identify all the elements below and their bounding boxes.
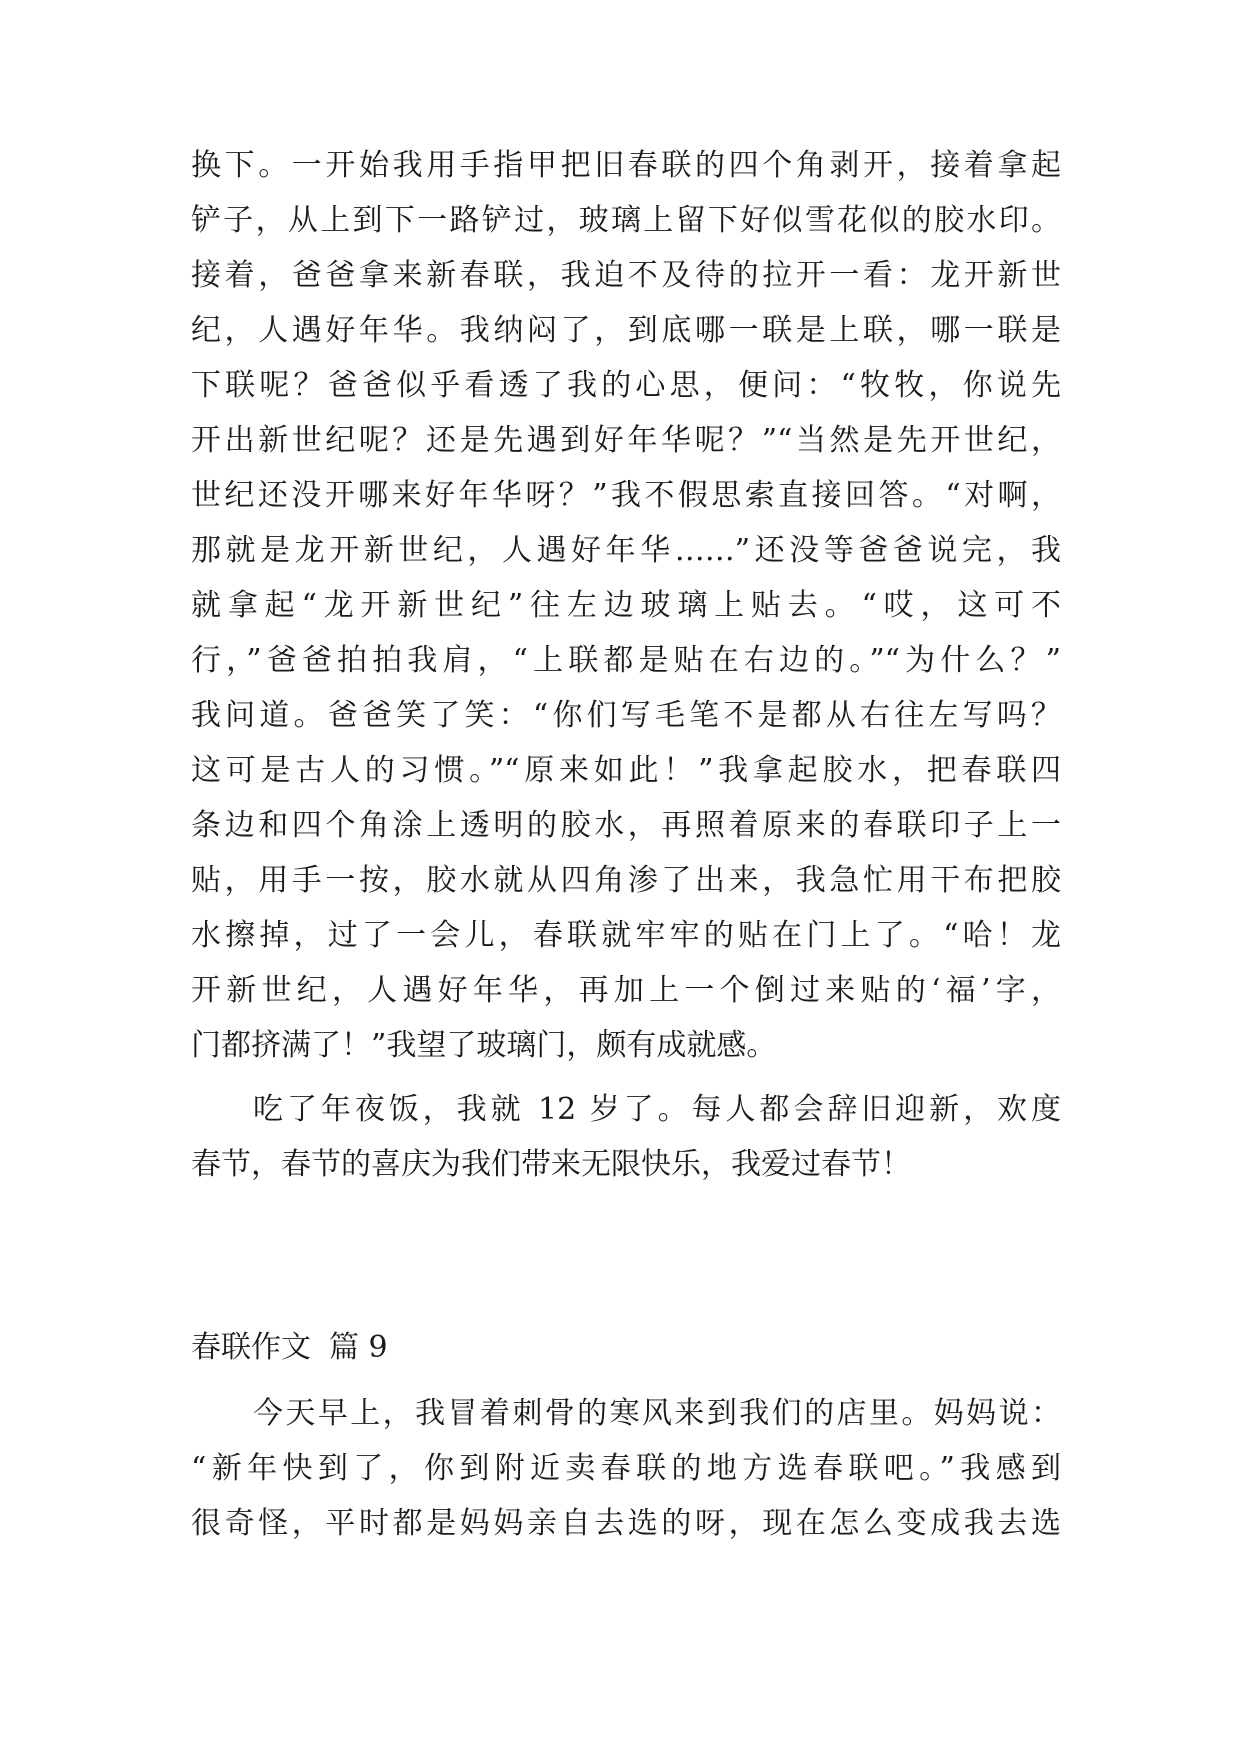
text-line: 开出新世纪呢？还是先遇到好年华呢？”“当然是先开世纪， [191,423,1061,458]
text-line: 门都挤满了！”我望了玻璃门，颇有成就感。 [191,1028,777,1063]
text-line: 贴，用手一按，胶水就从四角渗了出来，我急忙用干布把胶 [191,863,1061,898]
text-line: 条边和四个角涂上透明的胶水，再照着原来的春联印子上一 [191,808,1061,843]
heading-title: 春联作文 [191,1330,311,1365]
text-line: 铲子，从上到下一路铲过，玻璃上留下好似雪花似的胶水印。 [191,203,1061,238]
text-line: 换下。一开始我用手指甲把旧春联的四个角剥开，接着拿起 [191,148,1061,183]
text-line: 今天早上，我冒着刺骨的寒风来到我们的店里。妈妈说： [253,1396,1061,1431]
text-line: 世纪还没开哪来好年华呀？”我不假思索直接回答。“对啊， [191,478,1061,513]
text-line: 吃了年夜饭，我就 12 岁了。每人都会辞旧迎新，欢度 [253,1092,1061,1127]
text-line: 很奇怪，平时都是妈妈亲自去选的呀，现在怎么变成我去选 [191,1506,1061,1541]
text-line: “新年快到了，你到附近卖春联的地方选春联吧。”我感到 [191,1451,1061,1486]
text-line: 那就是龙开新世纪，人遇好年华……”还没等爸爸说完，我 [191,533,1061,568]
text-line: 行，”爸爸拍拍我肩，“上联都是贴在右边的。”“为什么？” [191,643,1061,678]
text-line: 开新世纪，人遇好年华，再加上一个倒过来贴的‘福’字， [191,973,1061,1008]
text-line: 我问道。爸爸笑了笑：“你们写毛笔不是都从右往左写吗？ [191,698,1061,733]
section-heading [191,1328,388,1368]
text-line: 就拿起“龙开新世纪”往左边玻璃上贴去。“哎，这可不 [191,588,1061,623]
text-line: 这可是古人的习惯。”“原来如此！”我拿起胶水，把春联四 [191,753,1061,788]
text-line: 纪，人遇好年华。我纳闷了，到底哪一联是上联，哪一联是 [191,313,1061,348]
text-line: 接着，爸爸拿来新春联，我迫不及待的拉开一看：龙开新世 [191,258,1061,293]
heading-number: 篇 9 [329,1330,388,1365]
text-line: 春节，春节的喜庆为我们带来无限快乐，我爱过春节！ [191,1147,911,1182]
text-line: 水擦掉，过了一会儿，春联就牢牢的贴在门上了。“哈！龙 [191,918,1061,953]
text-line: 下联呢？爸爸似乎看透了我的心思，便问：“牧牧，你说先 [191,368,1061,403]
